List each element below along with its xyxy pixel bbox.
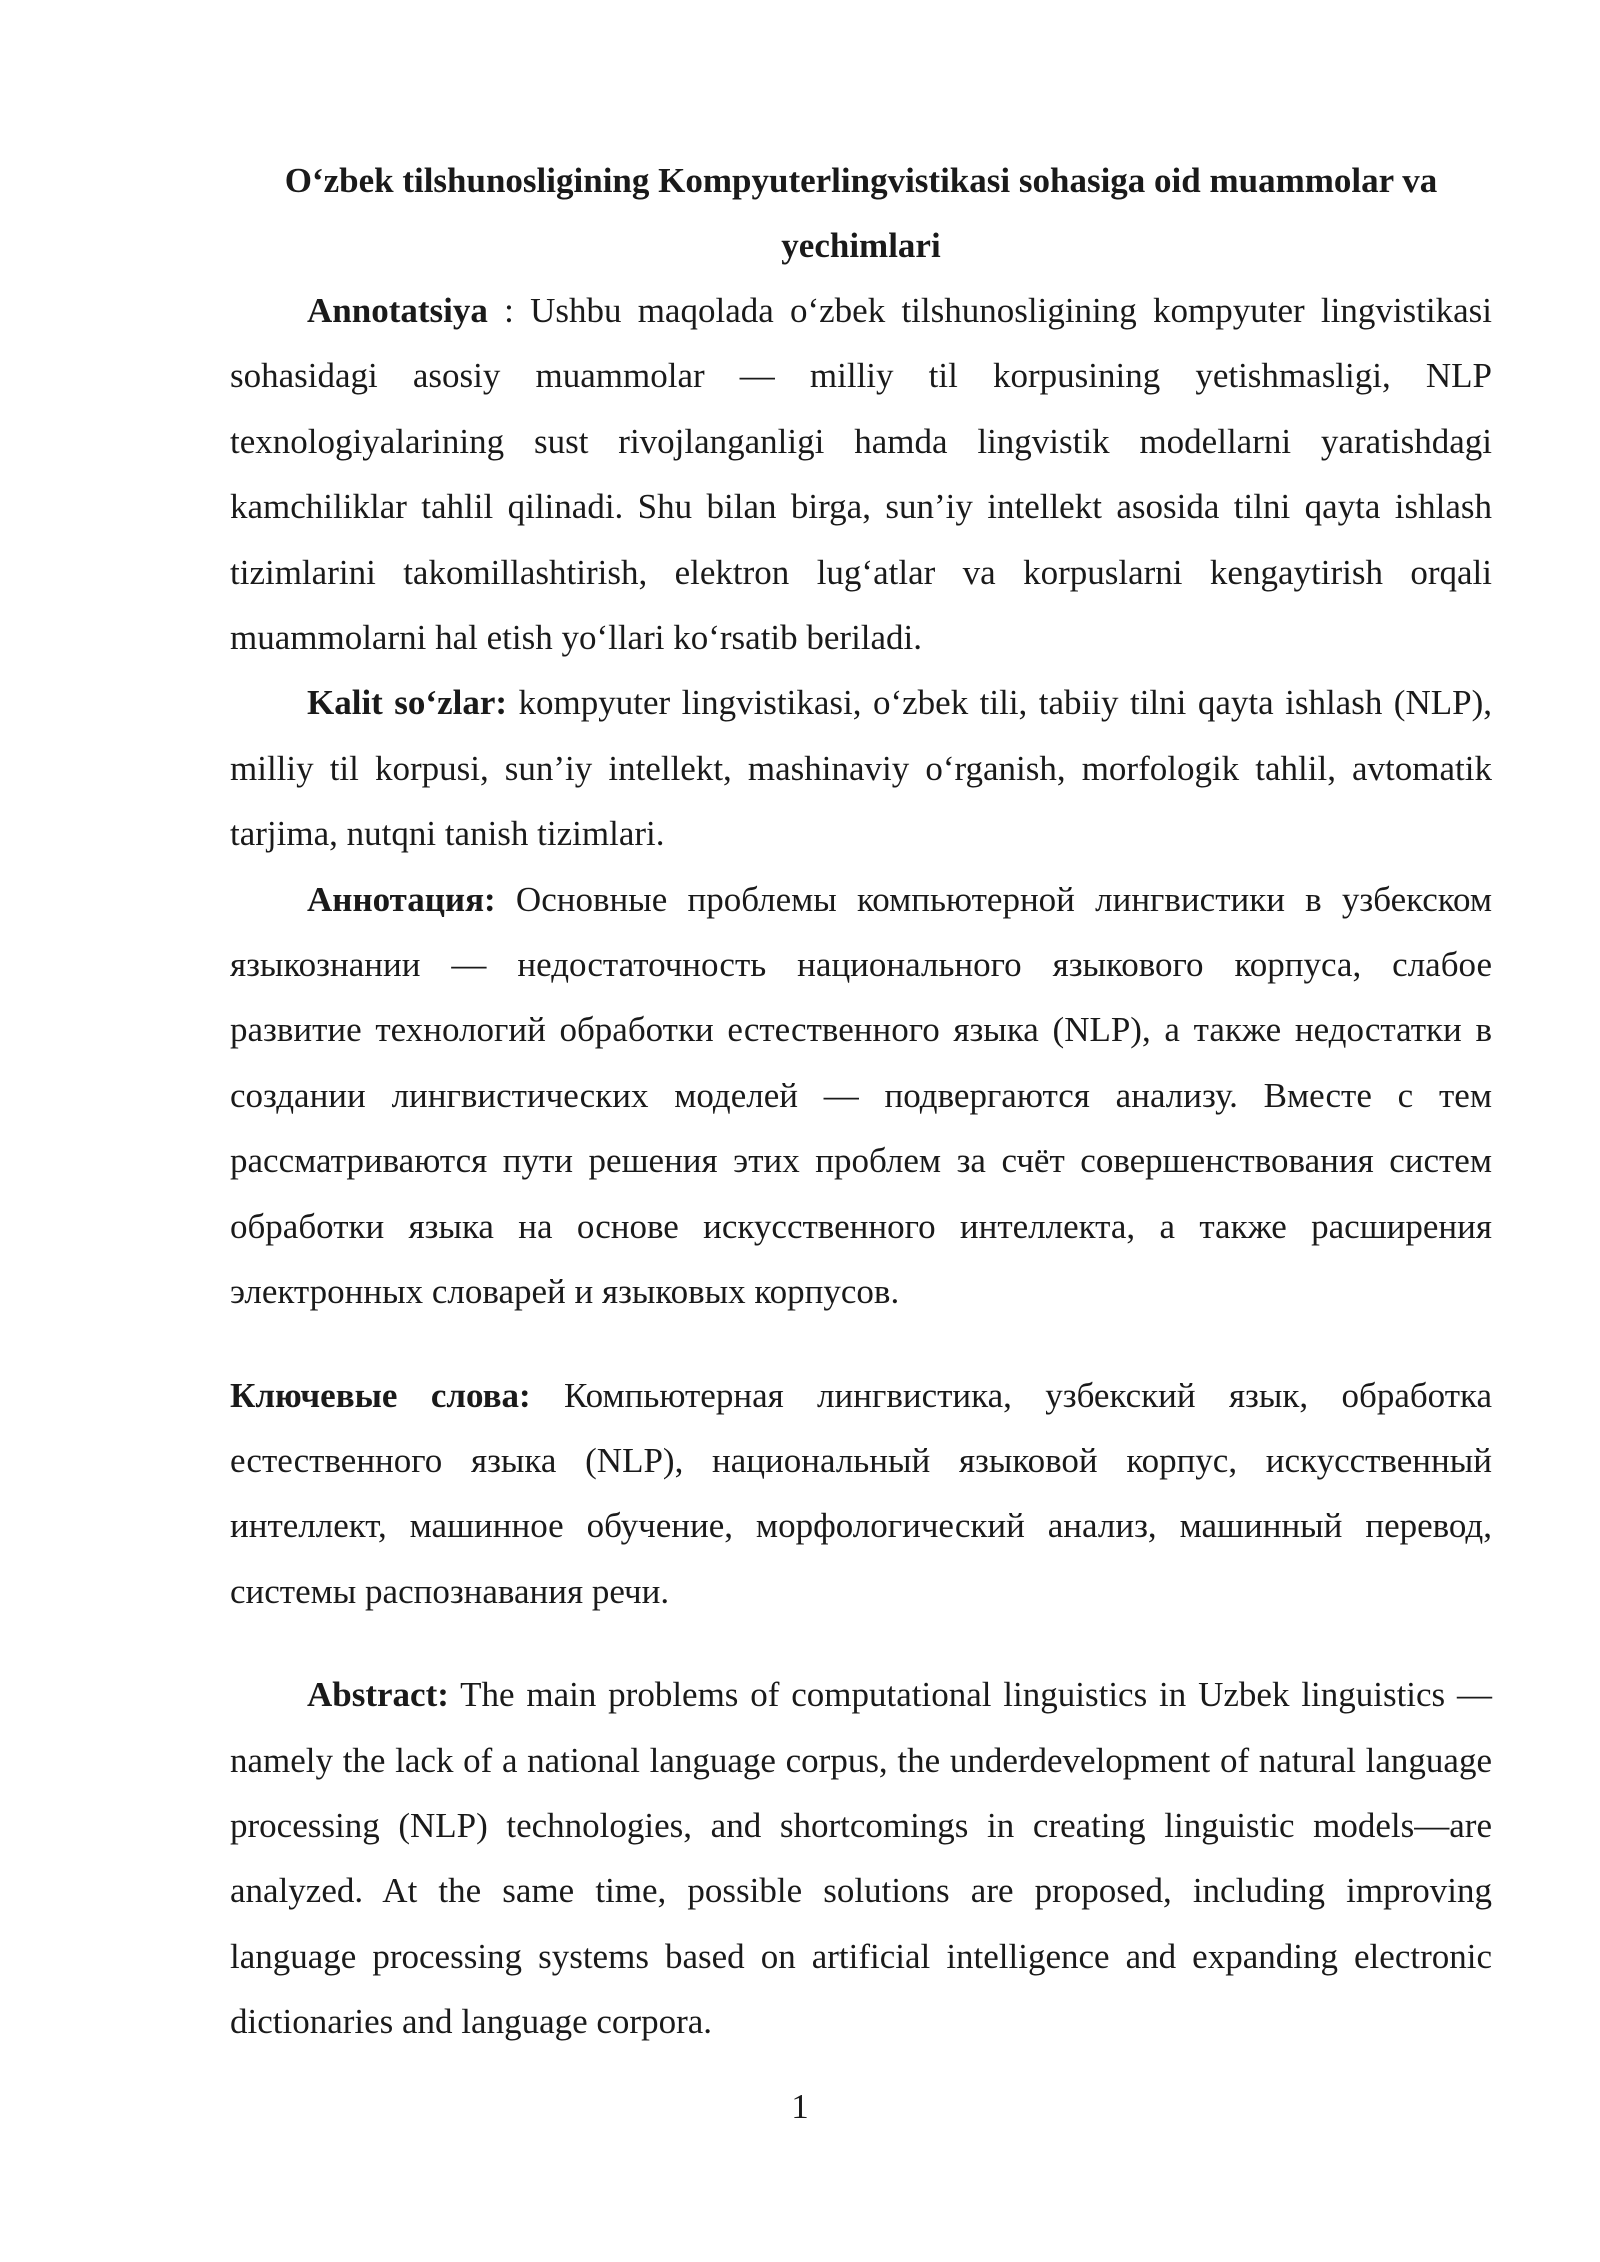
annotation-uz-label: Annotatsiya: [307, 291, 488, 330]
annotation-ru-label: Аннотация:: [307, 879, 496, 919]
keywords-ru: [230, 1363, 1492, 1625]
keywords-ru-text: Компьютерная лингвистика, узбекский язык, обработка естественного языка (NLP), национальный языковой корпус, искусственный интеллект, машинное обучение, морфологический анализ, машинный перевод, системы распознавания речи.: [230, 1375, 1492, 1611]
keywords-uz: [230, 670, 1492, 866]
annotation-ru: [230, 867, 1492, 1325]
annotation-ru-text: Основные проблемы компьютерной лингвистики в узбекском языкознании — недостаточность национального языкового корпуса, слабое развитие технологий обработки естественного языка (NLP), а также недостатки в создании лингвистических моделей — подвергаются анализу. Вместе с тем рассматриваются пути решения этих проблем за счёт совершенствования систем обработки языка на основе искусственного интеллекта, а также расширения электронных словарей и языковых корпусов.: [230, 879, 1492, 1312]
keywords-uz-text: kompyuter lingvistikasi, o‘zbek tili, tabiiy tilni qayta ishlash (NLP), milliy til korpusi, sun’iy intellekt, mashinaviy o‘rganish, morfologik tahlil, avtomatik tarjima, nutqni tanish tizimlari.: [230, 683, 1492, 854]
document-page: [230, 148, 1492, 2055]
annotation-uz: [230, 278, 1492, 670]
annotation-uz-text: Ushbu maqolada o‘zbek tilshunosligining kompyuter lingvistikasi sohasidagi asosiy muammolar — milliy til korpusining yetishmasligi, NLP texnologiyalarining sust rivojlanganligi hamda lingvistik modellarni yaratishdagi kamchiliklar tahlil qilinadi. Shu bilan birga, sun’iy intellekt asosida tilni qayta ishlash tizimlarini takomillashtirish, elektron lug‘atlar va korpuslarni kengaytirish orqali muammolarni hal etish yo‘llari ko‘rsatib beriladi.: [230, 291, 1492, 658]
abstract-en-text: The main problems of computational linguistics in Uzbek linguistics —namely the lack of a national language corpus, the underdevelopment of natural language processing (NLP) technologies, and shortcomings in creating linguistic models—are analyzed. At the same time, possible solutions are proposed, including improving language processing systems based on artificial intelligence and expanding electronic dictionaries and language corpora.: [230, 1675, 1492, 2042]
abstract-en-label: Abstract:: [307, 1675, 449, 1715]
page-number: 1: [791, 2087, 809, 2126]
keywords-ru-label: Ключевые слова:: [230, 1375, 531, 1415]
keywords-uz-label: Kalit so‘zlar:: [307, 683, 508, 723]
abstract-en: [230, 1662, 1492, 2054]
annotation-uz-separator: :: [487, 291, 531, 330]
paper-title: O‘zbek tilshunosligining Kompyuterlingvistikasi sohasiga oid muammolar va yechimlari: [284, 161, 1438, 265]
